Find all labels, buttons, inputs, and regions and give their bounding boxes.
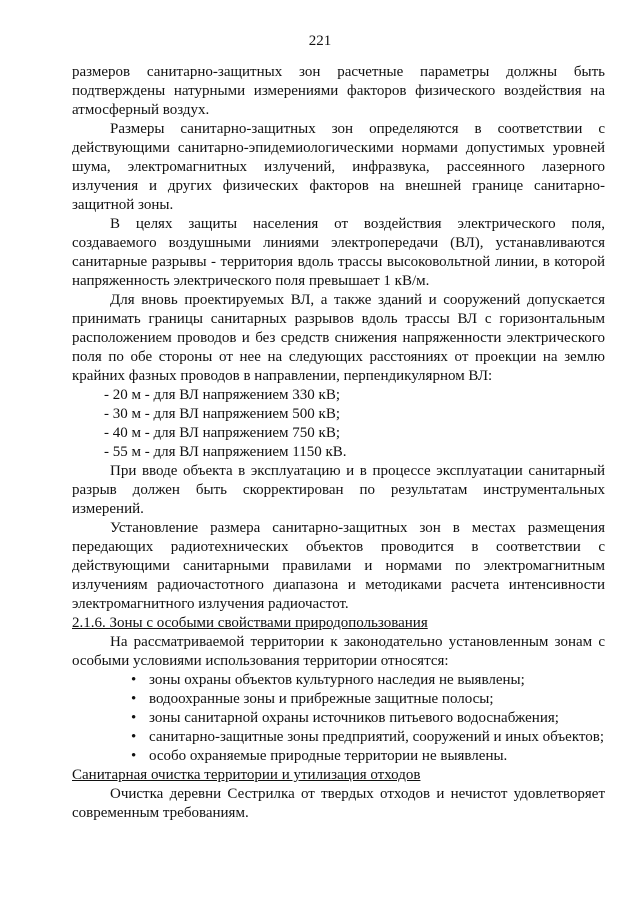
bullet-icon: •: [131, 691, 137, 707]
page-number: 221: [308, 33, 332, 49]
paragraph: размеров санитарно-защитных зон расчетные параметры должны быть подтверждены натурными измерениями факторов физического воздействия на атмосферный воздух.: [72, 64, 605, 118]
list-item: [72, 728, 605, 747]
bullet-icon: •: [131, 729, 137, 745]
paragraph: В целях защиты населения от воздействия электрического поля, создаваемого воздушными линиями электропередачи (ВЛ), устанавливаются санитарные разрывы - территория вдоль трассы высоковольтной линии, в которой напряженность электрического поля превышает 1 кВ/м.: [72, 216, 605, 289]
document-body: [72, 63, 605, 823]
paragraph: Установление размера санитарно-защитных зон в местах размещения передающих радиотехнических объектов проводится в соответствии с действующими санитарными правилами и нормами по электромагнитным излучениям радиочастотного диапазона и методиками расчета интенсивности электромагнитного излучения радиочастот.: [72, 520, 605, 612]
list-item: [72, 690, 605, 709]
list-item-text: зоны охраны объектов культурного наследия не выявлены;: [149, 672, 525, 688]
bullet-icon: •: [131, 710, 137, 726]
distance-list: [72, 386, 605, 462]
list-item: - 30 м - для ВЛ напряжением 500 кВ;: [104, 406, 341, 422]
paragraph: Для вновь проектируемых ВЛ, а также зданий и сооружений допускается принимать границы санитарных разрывов вдоль трассы ВЛ с горизонтальным расположением проводов и без средств снижения напряженности электрического поля по обе стороны от нее на следующих расстояниях от проекции на землю крайних фазных проводов в направлении, перпендикулярном ВЛ:: [72, 292, 605, 384]
list-item: [72, 747, 605, 766]
paragraph: При вводе объекта в эксплуатацию и в процессе эксплуатации санитарный разрыв должен быть скорректирован по результатам инструментальных измерений.: [72, 463, 605, 517]
paragraph: Размеры санитарно-защитных зон определяются в соответствии с действующими санитарно-эпидемиологическими нормами допустимых уровней шума, электромагнитных излучений, инфразвука, рассеянного лазерного излучения и других физических факторов на внешней границе санитарно-защитной зоны.: [72, 121, 605, 213]
bullet-icon: •: [131, 748, 137, 764]
paragraph: На рассматриваемой территории к законодательно установленным зонам с особыми условиями использования территории относятся:: [72, 634, 605, 669]
list-item-text: водоохранные зоны и прибрежные защитные полосы;: [149, 691, 494, 707]
list-item: - 20 м - для ВЛ напряжением 330 кВ;: [104, 387, 341, 403]
paragraph: Очистка деревни Сестрилка от твердых отходов и нечистот удовлетворяет современным требованиям.: [72, 786, 605, 821]
list-item-text: зоны санитарной охраны источников питьевого водоснабжения;: [149, 710, 559, 726]
bullet-icon: •: [131, 672, 137, 688]
list-item: - 55 м - для ВЛ напряжением 1150 кВ.: [104, 444, 347, 460]
section-heading: Санитарная очистка территории и утилизация отходов: [72, 767, 421, 783]
zones-list: [72, 671, 605, 766]
list-item: [72, 709, 605, 728]
list-item-text: санитарно-защитные зоны предприятий, сооружений и иных объектов;: [149, 729, 605, 745]
list-item: - 40 м - для ВЛ напряжением 750 кВ;: [104, 425, 341, 441]
list-item: [72, 671, 605, 690]
list-item-text: особо охраняемые природные территории не выявлены.: [149, 748, 508, 764]
section-heading: 2.1.6. Зоны с особыми свойствами природопользования: [72, 615, 428, 631]
